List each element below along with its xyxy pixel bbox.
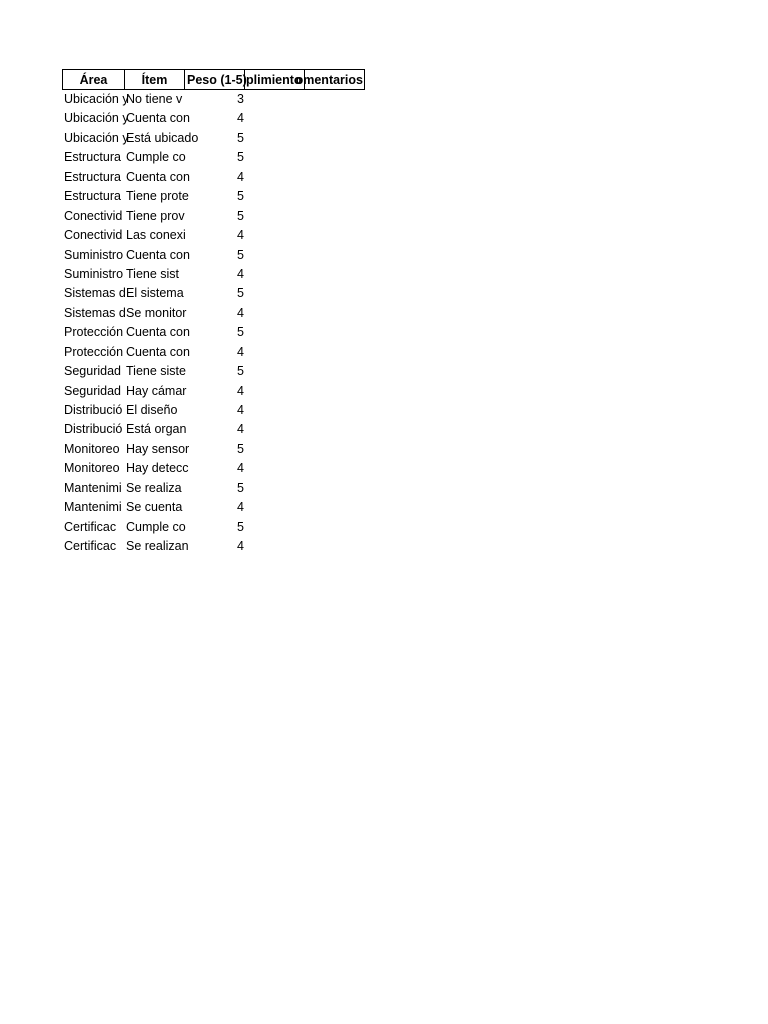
cell-cumplimiento[interactable]	[244, 343, 304, 362]
cell-area[interactable]: Seguridad	[64, 383, 121, 398]
cell-item[interactable]: Hay cámar	[126, 383, 187, 398]
header-comentarios[interactable]: omentarios	[304, 69, 365, 90]
cell-comentarios[interactable]	[304, 498, 365, 517]
cell-peso[interactable]: 5	[237, 247, 244, 262]
cell-peso[interactable]: 5	[237, 286, 244, 301]
cell-cumplimiento[interactable]	[244, 420, 304, 439]
cell-comentarios[interactable]	[304, 187, 365, 206]
cell-peso[interactable]: 4	[237, 305, 244, 320]
cell-peso[interactable]: 4	[237, 383, 244, 398]
cell-comentarios[interactable]	[304, 265, 365, 284]
cell-peso[interactable]: 4	[237, 266, 244, 281]
header-peso[interactable]: Peso (1-5)	[184, 69, 244, 90]
cell-area[interactable]: Sistemas d	[64, 286, 126, 301]
cell-peso[interactable]: 5	[237, 364, 244, 379]
cell-area[interactable]: Distribució	[64, 403, 123, 417]
cell-comentarios[interactable]	[304, 226, 365, 245]
cell-cumplimiento[interactable]	[244, 226, 304, 245]
cell-area[interactable]: Estructura	[64, 150, 121, 165]
cell-area[interactable]: Sistemas d	[64, 305, 126, 320]
cell-item[interactable]: Cuenta con	[126, 325, 190, 340]
cell-peso[interactable]: 5	[237, 519, 244, 534]
cell-area[interactable]: Certificac	[64, 519, 117, 534]
cell-peso[interactable]: 5	[237, 208, 244, 223]
cell-cumplimiento[interactable]	[244, 518, 304, 537]
header-item[interactable]: Ítem	[124, 69, 184, 90]
cell-comentarios[interactable]	[304, 109, 365, 128]
cell-cumplimiento[interactable]	[244, 440, 304, 459]
cell-area[interactable]: Ubicación y	[64, 92, 129, 106]
cell-peso[interactable]: 4	[237, 169, 244, 184]
spreadsheet-table	[62, 69, 365, 557]
cell-cumplimiento[interactable]	[244, 537, 304, 556]
cell-item[interactable]: Cuenta con	[126, 169, 190, 184]
cell-comentarios[interactable]	[304, 382, 365, 401]
cell-comentarios[interactable]	[304, 168, 365, 187]
cell-item[interactable]: Se cuenta	[126, 500, 183, 515]
cell-comentarios[interactable]	[304, 479, 365, 498]
cell-item[interactable]: Cuenta con	[126, 247, 190, 262]
cell-peso[interactable]: 5	[237, 189, 244, 204]
cell-peso[interactable]: 3	[237, 92, 244, 106]
cell-item[interactable]: Se realizan	[126, 539, 189, 554]
cell-area[interactable]: Mantenimi	[64, 480, 122, 495]
cell-area[interactable]: Ubicación y	[64, 130, 129, 145]
cell-peso[interactable]: 5	[237, 441, 244, 456]
cell-peso[interactable]: 5	[237, 325, 244, 340]
cell-comentarios[interactable]	[304, 284, 365, 303]
cell-peso[interactable]: 4	[237, 461, 244, 476]
cell-area[interactable]: Mantenimi	[64, 500, 122, 515]
cell-item[interactable]: Cuenta con	[126, 111, 190, 126]
cell-cumplimiento[interactable]	[244, 304, 304, 323]
cell-comentarios[interactable]	[304, 148, 365, 167]
cell-comentarios[interactable]	[304, 129, 365, 148]
cell-area[interactable]: Conectivid	[64, 208, 123, 223]
cell-item[interactable]: El sistema	[126, 286, 184, 301]
cell-peso[interactable]: 4	[237, 111, 244, 126]
cell-comentarios[interactable]	[304, 362, 365, 381]
cell-area[interactable]: Monitoreo	[64, 461, 120, 476]
cell-comentarios[interactable]	[304, 90, 365, 109]
cell-area[interactable]: Distribució	[64, 422, 123, 437]
cell-item[interactable]: Tiene prote	[126, 189, 189, 204]
cell-comentarios[interactable]	[304, 207, 365, 226]
cell-area[interactable]: Estructura	[64, 189, 121, 204]
cell-area[interactable]: Protección	[64, 325, 124, 340]
cell-cumplimiento[interactable]	[244, 168, 304, 187]
cell-item[interactable]: Se realiza	[126, 480, 182, 495]
cell-area[interactable]: Estructura	[64, 169, 121, 184]
cell-area[interactable]: Protección	[64, 344, 124, 359]
cell-comentarios[interactable]	[304, 459, 365, 478]
cell-area[interactable]: Ubicación y	[64, 111, 129, 126]
cell-comentarios[interactable]	[304, 518, 365, 537]
cell-area[interactable]: Suministro	[64, 266, 124, 281]
cell-cumplimiento[interactable]	[244, 207, 304, 226]
cell-peso[interactable]: 5	[237, 150, 244, 165]
cell-item[interactable]: Está organ	[126, 422, 187, 437]
cell-item[interactable]: Hay sensor	[126, 441, 190, 456]
cell-item[interactable]: Cumple co	[126, 519, 186, 534]
cell-cumplimiento[interactable]	[244, 129, 304, 148]
cell-cumplimiento[interactable]	[244, 284, 304, 303]
cell-cumplimiento[interactable]	[244, 382, 304, 401]
cell-peso[interactable]: 4	[237, 344, 244, 359]
cell-comentarios[interactable]	[304, 246, 365, 265]
cell-cumplimiento[interactable]	[244, 109, 304, 128]
header-area[interactable]: Área	[62, 69, 124, 90]
cell-item[interactable]: Tiene prov	[126, 208, 185, 223]
cell-peso[interactable]: 4	[237, 500, 244, 515]
cell-cumplimiento[interactable]	[244, 479, 304, 498]
cell-item[interactable]: Tiene siste	[126, 364, 186, 379]
cell-item[interactable]: Cuenta con	[126, 344, 190, 359]
cell-item[interactable]: No tiene v	[126, 92, 183, 106]
cell-peso[interactable]: 4	[237, 403, 244, 417]
cell-item[interactable]: Cumple co	[126, 150, 186, 165]
cell-item[interactable]: Hay detecc	[126, 461, 189, 476]
cell-area[interactable]: Conectivid	[64, 228, 123, 243]
cell-comentarios[interactable]	[304, 304, 365, 323]
cell-comentarios[interactable]	[304, 343, 365, 362]
cell-comentarios[interactable]	[304, 440, 365, 459]
cell-cumplimiento[interactable]	[244, 148, 304, 167]
cell-peso[interactable]: 4	[237, 422, 244, 437]
cell-cumplimiento[interactable]	[244, 90, 304, 109]
cell-cumplimiento[interactable]	[244, 459, 304, 478]
cell-area[interactable]: Certificac	[64, 539, 117, 554]
cell-comentarios[interactable]	[304, 420, 365, 439]
cell-item[interactable]: Se monitor	[126, 305, 187, 320]
cell-area[interactable]: Suministro	[64, 247, 124, 262]
cell-peso[interactable]: 5	[237, 480, 244, 495]
cell-peso[interactable]: 4	[237, 539, 244, 554]
cell-comentarios[interactable]	[304, 401, 365, 420]
cell-item[interactable]: Tiene sist	[126, 266, 180, 281]
cell-item[interactable]: El diseño	[126, 403, 178, 417]
header-cumplimiento[interactable]: plimiento	[244, 69, 304, 90]
cell-area[interactable]: Seguridad	[64, 364, 121, 379]
cell-comentarios[interactable]	[304, 537, 365, 556]
cell-cumplimiento[interactable]	[244, 401, 304, 420]
cell-cumplimiento[interactable]	[244, 498, 304, 517]
cell-cumplimiento[interactable]	[244, 362, 304, 381]
cell-cumplimiento[interactable]	[244, 187, 304, 206]
cell-cumplimiento[interactable]	[244, 246, 304, 265]
cell-peso[interactable]: 5	[237, 130, 244, 145]
cell-cumplimiento[interactable]	[244, 323, 304, 342]
cell-comentarios[interactable]	[304, 323, 365, 342]
cell-item[interactable]: Está ubicado	[126, 130, 199, 145]
cell-cumplimiento[interactable]	[244, 265, 304, 284]
cell-item[interactable]: Las conexi	[126, 228, 186, 243]
cell-area[interactable]: Monitoreo	[64, 441, 120, 456]
cell-peso[interactable]: 4	[237, 228, 244, 243]
